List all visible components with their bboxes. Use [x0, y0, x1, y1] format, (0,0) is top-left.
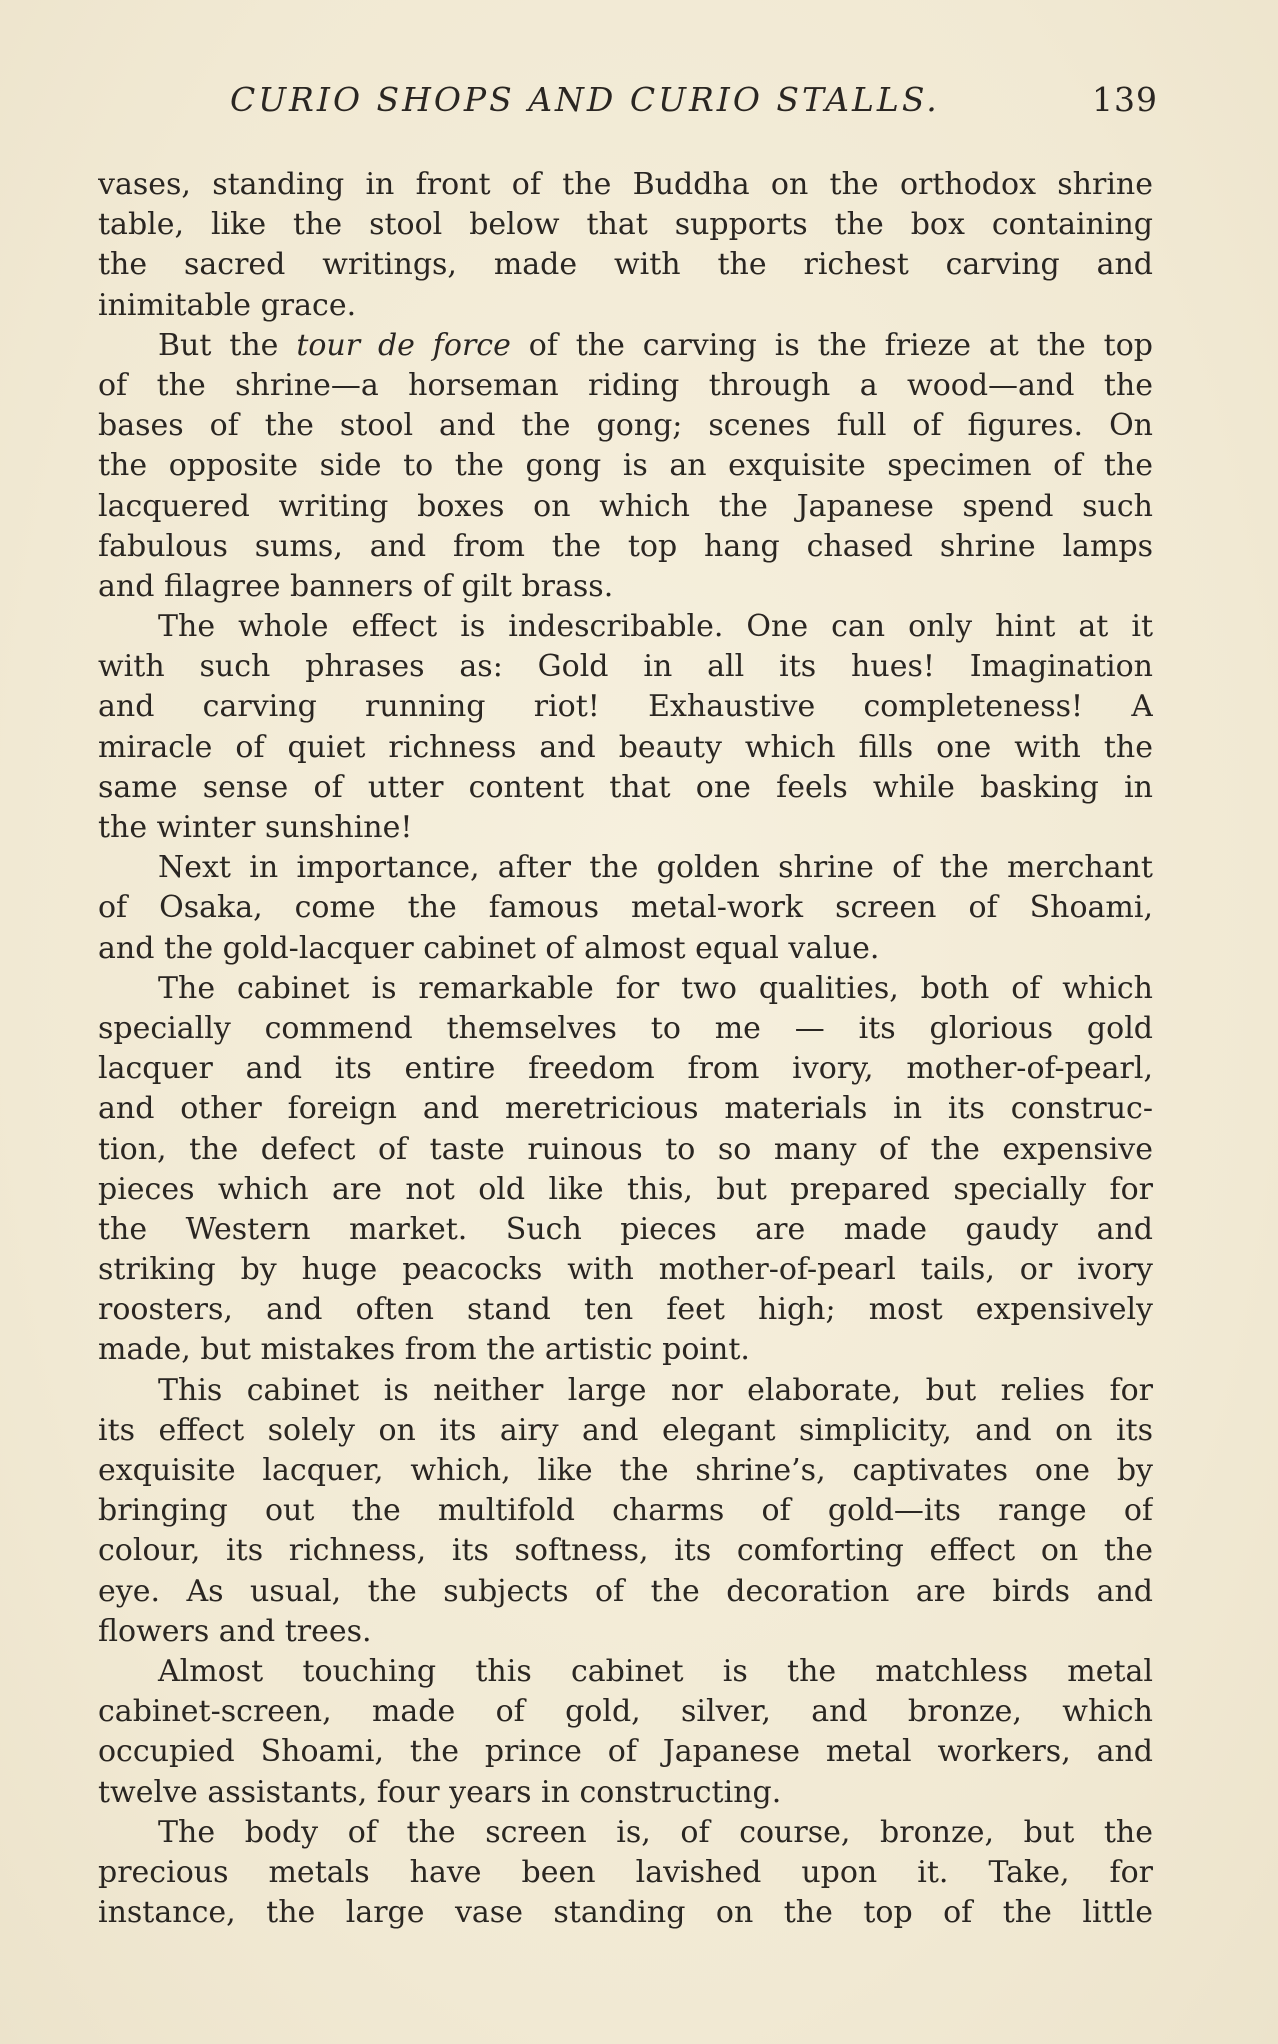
text-line: The cabinet is remarkable for two qualities, both of which — [158, 970, 1153, 1006]
text-line: of the shrine—a horseman riding through a wood—and the — [98, 367, 1153, 403]
text-line: and filagree banners of gilt brass. — [98, 568, 614, 604]
text-line: This cabinet is neither large nor elaborate, but relies for — [158, 1372, 1153, 1408]
text-line: lacquered writing boxes on which the Japanese spend such — [98, 488, 1153, 524]
text-line: specially commend themselves to me — its glorious gold — [98, 1010, 1153, 1046]
text-line: cabinet-screen, made of gold, silver, and bronze, which — [98, 1694, 1153, 1730]
text-line: The body of the screen is, of course, bronze, but the — [158, 1814, 1153, 1850]
text-line: the opposite side to the gong is an exquisite specimen of the — [98, 448, 1153, 484]
text-line: its effect solely on its airy and elegant simplicity, and on its — [98, 1412, 1153, 1448]
text-line: and other foreign and meretricious materials in its construc- — [98, 1091, 1153, 1127]
text-line: bases of the stool and the gong; scenes full of figures. On — [98, 408, 1153, 444]
text-line: the winter sunshine! — [98, 810, 413, 845]
text-line: the sacred writings, made with the richest carving and — [98, 247, 1153, 283]
text-line: and the gold-lacquer cabinet of almost equal value. — [98, 930, 880, 966]
text-line: exquisite lacquer, which, like the shrine’s, captivates one by — [98, 1453, 1153, 1488]
text-line: eye. As usual, the subjects of the decoration are birds and — [98, 1573, 1153, 1609]
text-line: pieces which are not old like this, but prepared specially for — [98, 1171, 1153, 1207]
page-number: 139 — [1092, 80, 1158, 119]
text-line: roosters, and often stand ten feet high; most expensively — [98, 1292, 1153, 1328]
text-line: instance, the large vase standing on the top of the little — [98, 1895, 1153, 1931]
text-line: twelve assistants, four years in constructing. — [98, 1774, 782, 1810]
text-line — [98, 326, 1153, 366]
text-line: striking by huge peacocks with mother-of-pearl tails, or ivory — [98, 1252, 1153, 1288]
text-line: and carving running riot! Exhaustive completeness! A — [98, 689, 1153, 725]
text-line: made, but mistakes from the artistic point. — [98, 1332, 750, 1368]
running-head — [98, 80, 1158, 130]
text-line: same sense of utter content that one feels while basking in — [98, 769, 1153, 805]
text-line: miracle of quiet richness and beauty which fills one with the — [98, 729, 1153, 765]
text-line: bringing out the multifold charms of gold—its range of — [98, 1493, 1153, 1529]
running-title: CURIO SHOPS AND CURIO STALLS. — [230, 80, 940, 119]
text-line: Almost touching this cabinet is the matchless metal — [158, 1653, 1153, 1689]
text-run: of the carving is the frieze at the top — [510, 327, 1153, 363]
text-line: lacquer and its entire freedom from ivory, mother-of-pearl, — [98, 1051, 1153, 1087]
text-line: tion, the defect of taste ruinous to so many of the expensive — [98, 1131, 1153, 1167]
text-line: of Osaka, come the famous metal-work screen of Shoami, — [98, 890, 1153, 926]
text-run: But the — [158, 327, 297, 363]
text-line: precious metals have been lavished upon it. Take, for — [98, 1854, 1153, 1890]
text-line: vases, standing in front of the Buddha on the orthodox shrine — [98, 167, 1153, 202]
text-line: table, like the stool below that supports the box containing — [98, 207, 1153, 243]
text-line: colour, its richness, its softness, its comforting effect on the — [98, 1533, 1153, 1569]
text-line: flowers and trees. — [98, 1613, 372, 1649]
text-line: Next in importance, after the golden shrine of the merchant — [158, 850, 1153, 886]
text-line: fabulous sums, and from the top hang chased shrine lamps — [98, 528, 1153, 564]
text-line: inimitable grace. — [98, 287, 357, 323]
body-text — [98, 165, 1153, 1933]
text-line: The whole effect is indescribable. One can only hint at it — [158, 609, 1153, 645]
text-line: the Western market. Such pieces are made gaudy and — [98, 1211, 1153, 1247]
text-line: occupied Shoami, the prince of Japanese metal workers, and — [98, 1734, 1153, 1770]
italic-phrase: tour de force — [296, 327, 511, 363]
text-line: with such phrases as: Gold in all its hues! Imagination — [98, 649, 1153, 685]
